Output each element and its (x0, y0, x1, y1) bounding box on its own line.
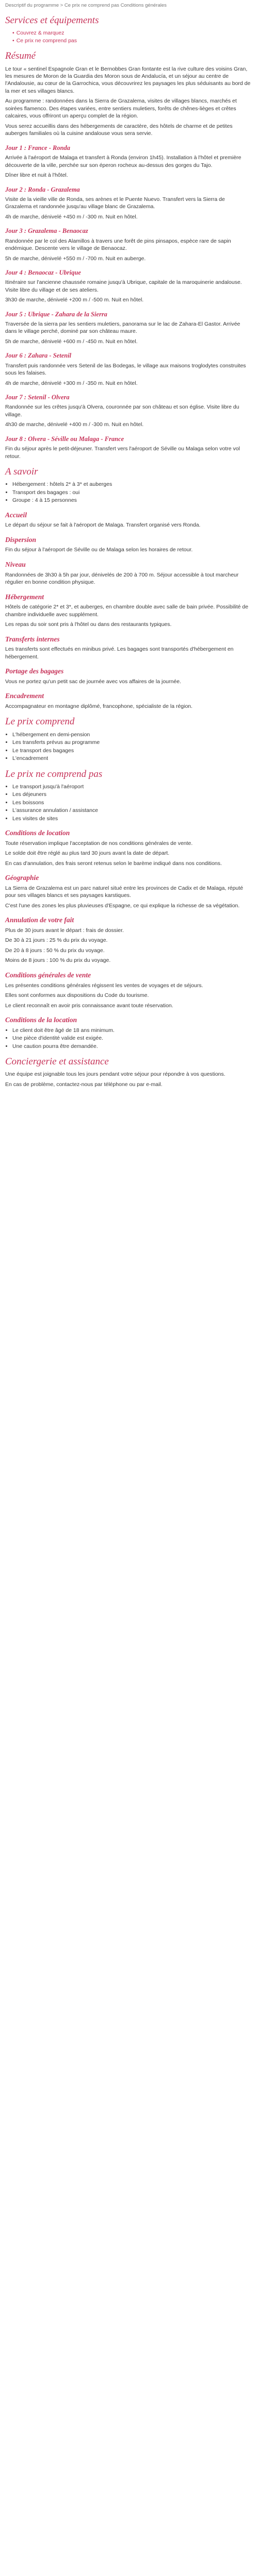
list-item: • Groupe : 4 à 15 personnes (12, 497, 253, 504)
hebergement-paragraph: Hôtels de catégorie 2* et 3*, et auberges, en chambre double avec salle de bain privée. Possibilité de chambre individuelle avec supplément. (5, 604, 249, 618)
day-paragraph: Transfert puis randonnée vers Setenil de las Bodegas, le village aux maisons troglodytes construites sous les falaises. (5, 362, 246, 377)
cgv-paragraph: Les présentes conditions générales régissent les ventes de voyages et de séjours. (5, 982, 203, 989)
cgv-paragraph: Le client reconnaît en avoir pris connaissance avant toute réservation. (5, 1002, 173, 1009)
encadrement-paragraph: Accompagnateur en montagne diplômé, francophone, spécialiste de la région. (5, 703, 193, 709)
bottom-title: Conditions de la location (5, 1015, 77, 1024)
list-item: • Les visites de sites (12, 815, 253, 822)
bottom-list (5, 1027, 253, 1050)
day-paragraph: Randonnée sur les crêtes jusqu'à Olvera, couronnée par son château et son église. Visite libre du village. (5, 404, 239, 418)
day-paragraph: 3h30 de marche, dénivelé +200 m / -500 m. Nuit en hôtel. (5, 297, 144, 303)
day-paragraph: 4h30 de marche, dénivelé +400 m / -300 m. Nuit en hôtel. (5, 421, 144, 428)
day-title: Jour 5 : Ubrique - Zahara de la Sierra (5, 310, 107, 318)
day-paragraph: 4h de marche, dénivelé +450 m / -300 m. Nuit en hôtel. (5, 213, 138, 220)
services-nav-item[interactable]: • Ce prix ne comprend pas (12, 37, 77, 44)
list-item: • Le transport des bagages (12, 747, 253, 754)
list-item: • L'encadrement (12, 755, 253, 762)
day-title: Jour 1 : France - Ronda (5, 144, 71, 151)
transferts-paragraph: Les transferts sont effectués en minibus privé. Les bagages sont transportés d'hébergement en hébergement. (5, 646, 234, 660)
day-paragraph: Arrivée à l'aéroport de Malaga et transfert à Ronda (environ 1h45). Installation à l'hôtel et première découverte de la ville, perchée sur son éperon rocheux au-dessus des gorges du Tajo. (5, 155, 241, 168)
resume-paragraph: Vous serez accueillis dans des hébergements de caractère, des hôtels de charme et de petites auberges familiales où la cuisine andalouse vous sera servie. (5, 123, 233, 137)
day-paragraph: Randonnée par le col des Alamillos à travers une forêt de pins pinsapos, espèce rare de sapin endémique. Descente vers le village de Benaocaz. (5, 238, 231, 252)
encadrement-title: Encadrement (5, 692, 44, 700)
prix-not-list (5, 783, 253, 822)
geo-paragraph: La Sierra de Grazalema est un parc naturel situé entre les provinces de Cadix et de Malaga, réputé pour ses villages blancs et ses paysages karstiques. (5, 885, 244, 899)
avenir-list (5, 481, 253, 504)
services-nav (12, 29, 253, 44)
day-title: Jour 8 : Olvera - Séville ou Malaga - France (5, 435, 124, 443)
geo-title: Géographie (5, 874, 39, 882)
transferts-title: Transferts internes (5, 635, 60, 643)
annul-paragraph: Plus de 30 jours avant le départ : frais de dossier. (5, 927, 124, 934)
list-item: • Le transport jusqu'à l'aéroport (12, 783, 253, 790)
contact-title: Conciergerie et assistance (5, 1056, 109, 1067)
list-item: • Transport des bagages : oui (12, 489, 253, 496)
geo-paragraph: C'est l'une des zones les plus pluvieuses d'Espagne, ce qui explique la richesse de sa végétation. (5, 902, 240, 909)
niveau-title: Niveau (5, 560, 26, 568)
day-paragraph: Traversée de la sierra par les sentiers muletiers, panorama sur le lac de Zahara-El Gastor. Arrivée dans le village perché, dominé par son château maure. (5, 320, 240, 335)
day-title: Jour 6 : Zahara - Setenil (5, 352, 72, 360)
day-paragraph: 4h de marche, dénivelé +300 m / -350 m. Nuit en hôtel. (5, 380, 138, 386)
list-item: • Le client doit être âgé de 18 ans minimum. (12, 1027, 253, 1034)
contact-paragraph: En cas de problème, contactez-nous par téléphone ou par e-mail. (5, 1081, 163, 1088)
list-item: • Les boissons (12, 799, 253, 806)
day-paragraph: 5h de marche, dénivelé +600 m / -450 m. Nuit en hôtel. (5, 338, 138, 345)
hebergement-paragraph: Les repas du soir sont pris à l'hôtel ou dans des restaurants typiques. (5, 621, 172, 628)
portage-paragraph: Vous ne portez qu'un petit sac de journée avec vos affaires de la journée. (5, 678, 181, 685)
list-item: • Une pièce d'identité valide est exigée. (12, 1035, 253, 1042)
day-paragraph: Visite de la vieille ville de Ronda, ses arènes et le Puente Nuevo. Transfert vers la Sierra de Grazalema et randonnée jusqu'au village blanc de Grazalema. (5, 196, 225, 210)
list-item: • Les transferts prévus au programme (12, 739, 253, 746)
bullet-icon: • (12, 37, 14, 44)
avenir-title: A savoir (5, 466, 38, 478)
day-paragraph: Itinéraire sur l'ancienne chaussée romaine jusqu'à Ubrique, capitale de la maroquinerie andalouse. Visite libre du village et de ses ateliers. (5, 279, 242, 293)
conditions-title: Conditions de location (5, 829, 70, 837)
conditions-paragraph: Toute réservation implique l'acceptation de nos conditions générales de vente. (5, 840, 193, 846)
conditions-paragraph: En cas d'annulation, des frais seront retenus selon le barème indiqué dans nos conditions. (5, 860, 222, 867)
annul-paragraph: De 20 à 8 jours : 50 % du prix du voyage. (5, 947, 105, 954)
resume-title: Résumé (5, 50, 36, 62)
accueil-title: Accueil (5, 511, 27, 519)
prix-list (5, 731, 253, 762)
portage-title: Portage des bagages (5, 667, 64, 675)
niveau-paragraph: Randonnées de 3h30 à 5h par jour, dénivelés de 200 à 700 m. Séjour accessible à tout marcheur régulier en bonne condition physique. (5, 571, 239, 586)
prix-not-title: Le prix ne comprend pas (5, 768, 103, 779)
list-item: • Hébergement : hôtels 2* à 3* et auberges (12, 481, 253, 488)
list-item: • L'assurance annulation / assistance (12, 807, 253, 814)
day-paragraph: Fin du séjour après le petit-déjeuner. Transfert vers l'aéroport de Séville ou Malaga selon votre vol retour. (5, 446, 240, 460)
dispersion-title: Dispersion (5, 535, 37, 544)
annul-paragraph: De 30 à 21 jours : 25 % du prix du voyage. (5, 937, 108, 944)
day-title: Jour 2 : Ronda - Grazalema (5, 185, 80, 193)
list-item: • Les déjeuners (12, 791, 253, 798)
annul-paragraph: Moins de 8 jours : 100 % du prix du voyage. (5, 957, 111, 964)
day-paragraph: 5h de marche, dénivelé +550 m / -700 m. Nuit en auberge. (5, 255, 146, 262)
cgv-title: Conditions générales de vente (5, 971, 91, 979)
day-title: Jour 3 : Grazalema - Benaocaz (5, 227, 88, 235)
cgv-paragraph: Elles sont conformes aux dispositions du Code du tourisme. (5, 992, 149, 999)
day-title: Jour 7 : Setenil - Olvera (5, 394, 70, 401)
list-item: • L'hébergement en demi-pension (12, 731, 253, 738)
prix-title: Le prix comprend (5, 716, 75, 727)
bullet-icon: • (12, 30, 14, 37)
services-nav-item[interactable]: • Couvrez & marquez (12, 30, 64, 37)
page (0, 0, 258, 1101)
breadcrumb: Descriptif du programme > Ce prix ne comprend pas Conditions générales (5, 3, 167, 8)
dispersion-paragraph: Fin du séjour à l'aéroport de Séville ou de Malaga selon les horaires de retour. (5, 547, 193, 553)
hebergement-title: Hébergement (5, 592, 44, 601)
resume-paragraph: Le tour « sentinel Espagnole Gran et le Bernobbes Gran fontante est la rive culture des voisins Gran, les mesures de Moron de la Guardia des Moron sous de Andalucía, et un séjour au centre de l'Andalousie, au cœur de la Garrochica, vous découvrirez les paysages les plus séduisants au bord de la mer et ses villages blancs. (5, 65, 251, 94)
services-title: Services et équipements (5, 15, 99, 26)
day-paragraph: Dîner libre et nuit à l'hôtel. (5, 172, 68, 179)
contact-paragraph: Une équipe est joignable tous les jours pendant votre séjour pour répondre à vos questions. (5, 1071, 225, 1078)
itinerary (5, 144, 253, 460)
breadcrumb-link[interactable]: Descriptif du programme (5, 3, 59, 8)
day-title: Jour 4 : Benaocaz - Ubrique (5, 268, 81, 276)
resume-paragraph: Au programme : randonnées dans la Sierra de Grazalema, visites de villages blancs, marchés et soirées flamenco. Des étapes variées, entre sentiers muletiers, forêts de chênes-lièges et crêtes calcaires, vous offriront un aperçu complet de la région. (5, 98, 237, 120)
accueil-paragraph: Le départ du séjour se fait à l'aéroport de Malaga. Transfert organisé vers Ronda. (5, 522, 201, 529)
conditions-paragraph: Le solde doit être réglé au plus tard 30 jours avant la date de départ. (5, 850, 170, 857)
list-item: • Une caution pourra être demandée. (12, 1043, 253, 1050)
annul-title: Annulation de votre fait (5, 916, 74, 924)
breadcrumb-current: Ce prix ne comprend pas Conditions générales (64, 3, 167, 8)
